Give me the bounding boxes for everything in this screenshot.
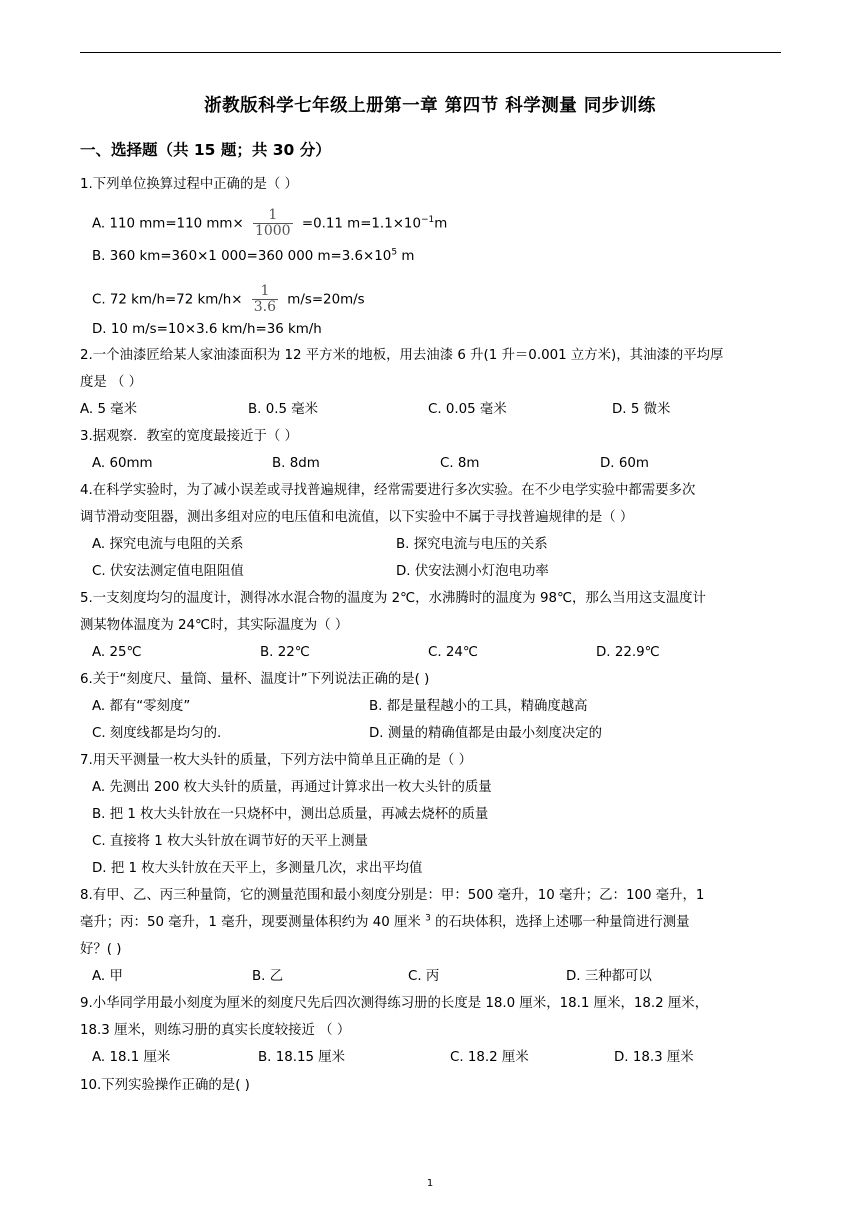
question-6-option-d: D. 测量的精确值都是由最小刻度决定的 [369,726,603,741]
question-3-option-c: C. 8m [440,456,480,471]
option-c-prefix: C. 72 km/h=72 km/h× [92,292,243,308]
question-4-stem-line1: 4.在科学实验时，为了减小误差或寻找普遍规律，经常需要进行多次实验。在不少电学实验中都需要多次 [80,483,696,498]
question-5-option-d: D. 22.9℃ [596,645,660,660]
question-3-stem: 3.据观察．教室的宽度最接近于（ ） [80,429,298,444]
fraction-numerator: 1 [268,207,278,223]
option-a-prefix: A. 110 mm=110 mm× [92,216,244,232]
option-a-result: =0.11 m=1.1×10 [301,216,421,232]
header-rule [80,52,781,53]
question-6-option-c: C. 刻度线都是均匀的. [92,726,222,741]
option-b-exponent: 5 [391,247,398,258]
question-8-option-c: C. 丙 [408,969,440,984]
question-8-stem-line2-end: 的石块体积，选择上述哪一种量筒进行测量 [435,915,690,930]
question-3-option-a: A. 60mm [92,456,153,471]
question-3-option-b: B. 8dm [272,456,320,471]
page-number: 1 [426,1178,434,1189]
fraction-denominator: 1000 [254,223,291,239]
question-9-option-a: A. 18.1 厘米 [92,1050,171,1065]
question-6-option-a: A. 都有“零刻度” [92,699,191,714]
question-4-option-c: C. 伏安法测定值电阻阻值 [92,564,244,579]
option-b-text: B. 360 km=360×1 000=360 000 m=3.6×10 [92,249,392,264]
question-2-option-d: D. 5 微米 [612,402,671,417]
question-8-stem-line3: 好？( ) [80,942,122,957]
question-6-option-b: B. 都是量程越小的工具，精确度越高 [369,699,588,714]
option-c-result: m/s=20m/s [287,292,365,308]
question-1-option-d: D. 10 m/s=10×3.6 km/h=36 km/h [92,322,322,337]
question-9-option-c: C. 18.2 厘米 [450,1050,529,1065]
question-5-stem-line1: 5.一支刻度均匀的温度计，测得冰水混合物的温度为 2℃，水沸腾时的温度为 98℃，那么当用这支温度计 [80,591,706,606]
page-title: 浙教版科学七年级上册第一章 第四节 科学测量 同步训练 [204,96,656,116]
question-8-option-b: B. 乙 [252,969,284,984]
fraction-numerator: 1 [260,283,270,299]
question-8-option-d: D. 三种都可以 [566,969,652,984]
question-7-stem: 7.用天平测量一枚大头针的质量，下列方法中简单且正确的是（ ） [80,753,472,768]
question-4-option-a: A. 探究电流与电阻的关系 [92,537,244,552]
question-6-stem: 6.关于“刻度尺、量筒、量杯、温度计”下列说法正确的是( ) [80,672,430,687]
question-8-stem-line2 [80,914,690,932]
question-4-option-d: D. 伏安法测小灯泡电功率 [396,564,549,579]
question-2-option-b: B. 0.5 毫米 [248,402,319,417]
question-3-option-d: D. 60m [600,456,649,471]
question-1-option-b [92,248,414,266]
question-10-stem: 10.下列实验操作正确的是( ) [80,1078,250,1093]
question-7-option-d: D. 把 1 枚大头针放在天平上，多测量几次，求出平均值 [92,861,423,876]
question-7-option-c: C. 直接将 1 枚大头针放在调节好的天平上测量 [92,834,368,849]
question-5-option-a: A. 25℃ [92,645,142,660]
question-8-stem-line1: 8.有甲、乙、丙三种量筒，它的测量范围和最小刻度分别是：甲：500 毫升，10 毫升；乙：100 毫升，1 [80,888,705,903]
question-2-stem-line2: 度是 （ ） [80,375,143,390]
question-1-option-c [92,284,365,315]
option-a-unit: m [434,216,448,232]
question-2-option-a: A. 5 毫米 [80,402,137,417]
cubic-exponent: 3 [425,913,431,924]
question-5-option-c: C. 24℃ [428,645,478,660]
question-9-option-d: D. 18.3 厘米 [614,1050,694,1065]
fraction-1-over-1000 [253,208,293,239]
question-4-option-b: B. 探究电流与电压的关系 [396,537,548,552]
question-1-option-a [92,208,447,239]
question-7-option-a: A. 先测出 200 枚大头针的质量，再通过计算求出一枚大头针的质量 [92,780,492,795]
option-a-exponent: −1 [420,215,435,226]
question-2-stem-line1: 2.一个油漆匠给某人家油漆面积为 12 平方米的地板，用去油漆 6 升(1 升＝0.001 立方米)，其油漆的平均厚 [80,348,724,363]
section-heading: 一、选择题（共 15 题；共 30 分） [80,141,331,159]
question-9-option-b: B. 18.15 厘米 [258,1050,346,1065]
question-2-option-c: C. 0.05 毫米 [428,402,507,417]
question-9-stem-line2: 18.3 厘米，则练习册的真实长度较接近 （ ） [80,1023,351,1038]
option-b-unit: m [397,249,415,264]
question-8-option-a: A. 甲 [92,969,123,984]
fraction-1-over-3-6 [252,284,278,315]
question-4-stem-line2: 调节滑动变阻器，测出多组对应的电压值和电流值，以下实验中不属于寻找普遍规律的是（ ） [80,510,634,525]
question-8-stem-line2-start: 毫升；丙：50 毫升，1 毫升，现要测量体积约为 40 厘米 [80,915,421,930]
question-1-stem: 1.下列单位换算过程中正确的是（ ） [80,177,298,192]
question-9-stem-line1: 9.小华同学用最小刻度为厘米的刻度尺先后四次测得练习册的长度是 18.0 厘米，18.1 厘米，18.2 厘米， [80,996,709,1011]
question-7-option-b: B. 把 1 枚大头针放在一只烧杯中，测出总质量，再减去烧杯的质量 [92,807,489,822]
fraction-denominator: 3.6 [253,299,277,315]
question-5-stem-line2: 测某物体温度为 24℃时，其实际温度为（ ） [80,618,349,633]
question-5-option-b: B. 22℃ [260,645,310,660]
